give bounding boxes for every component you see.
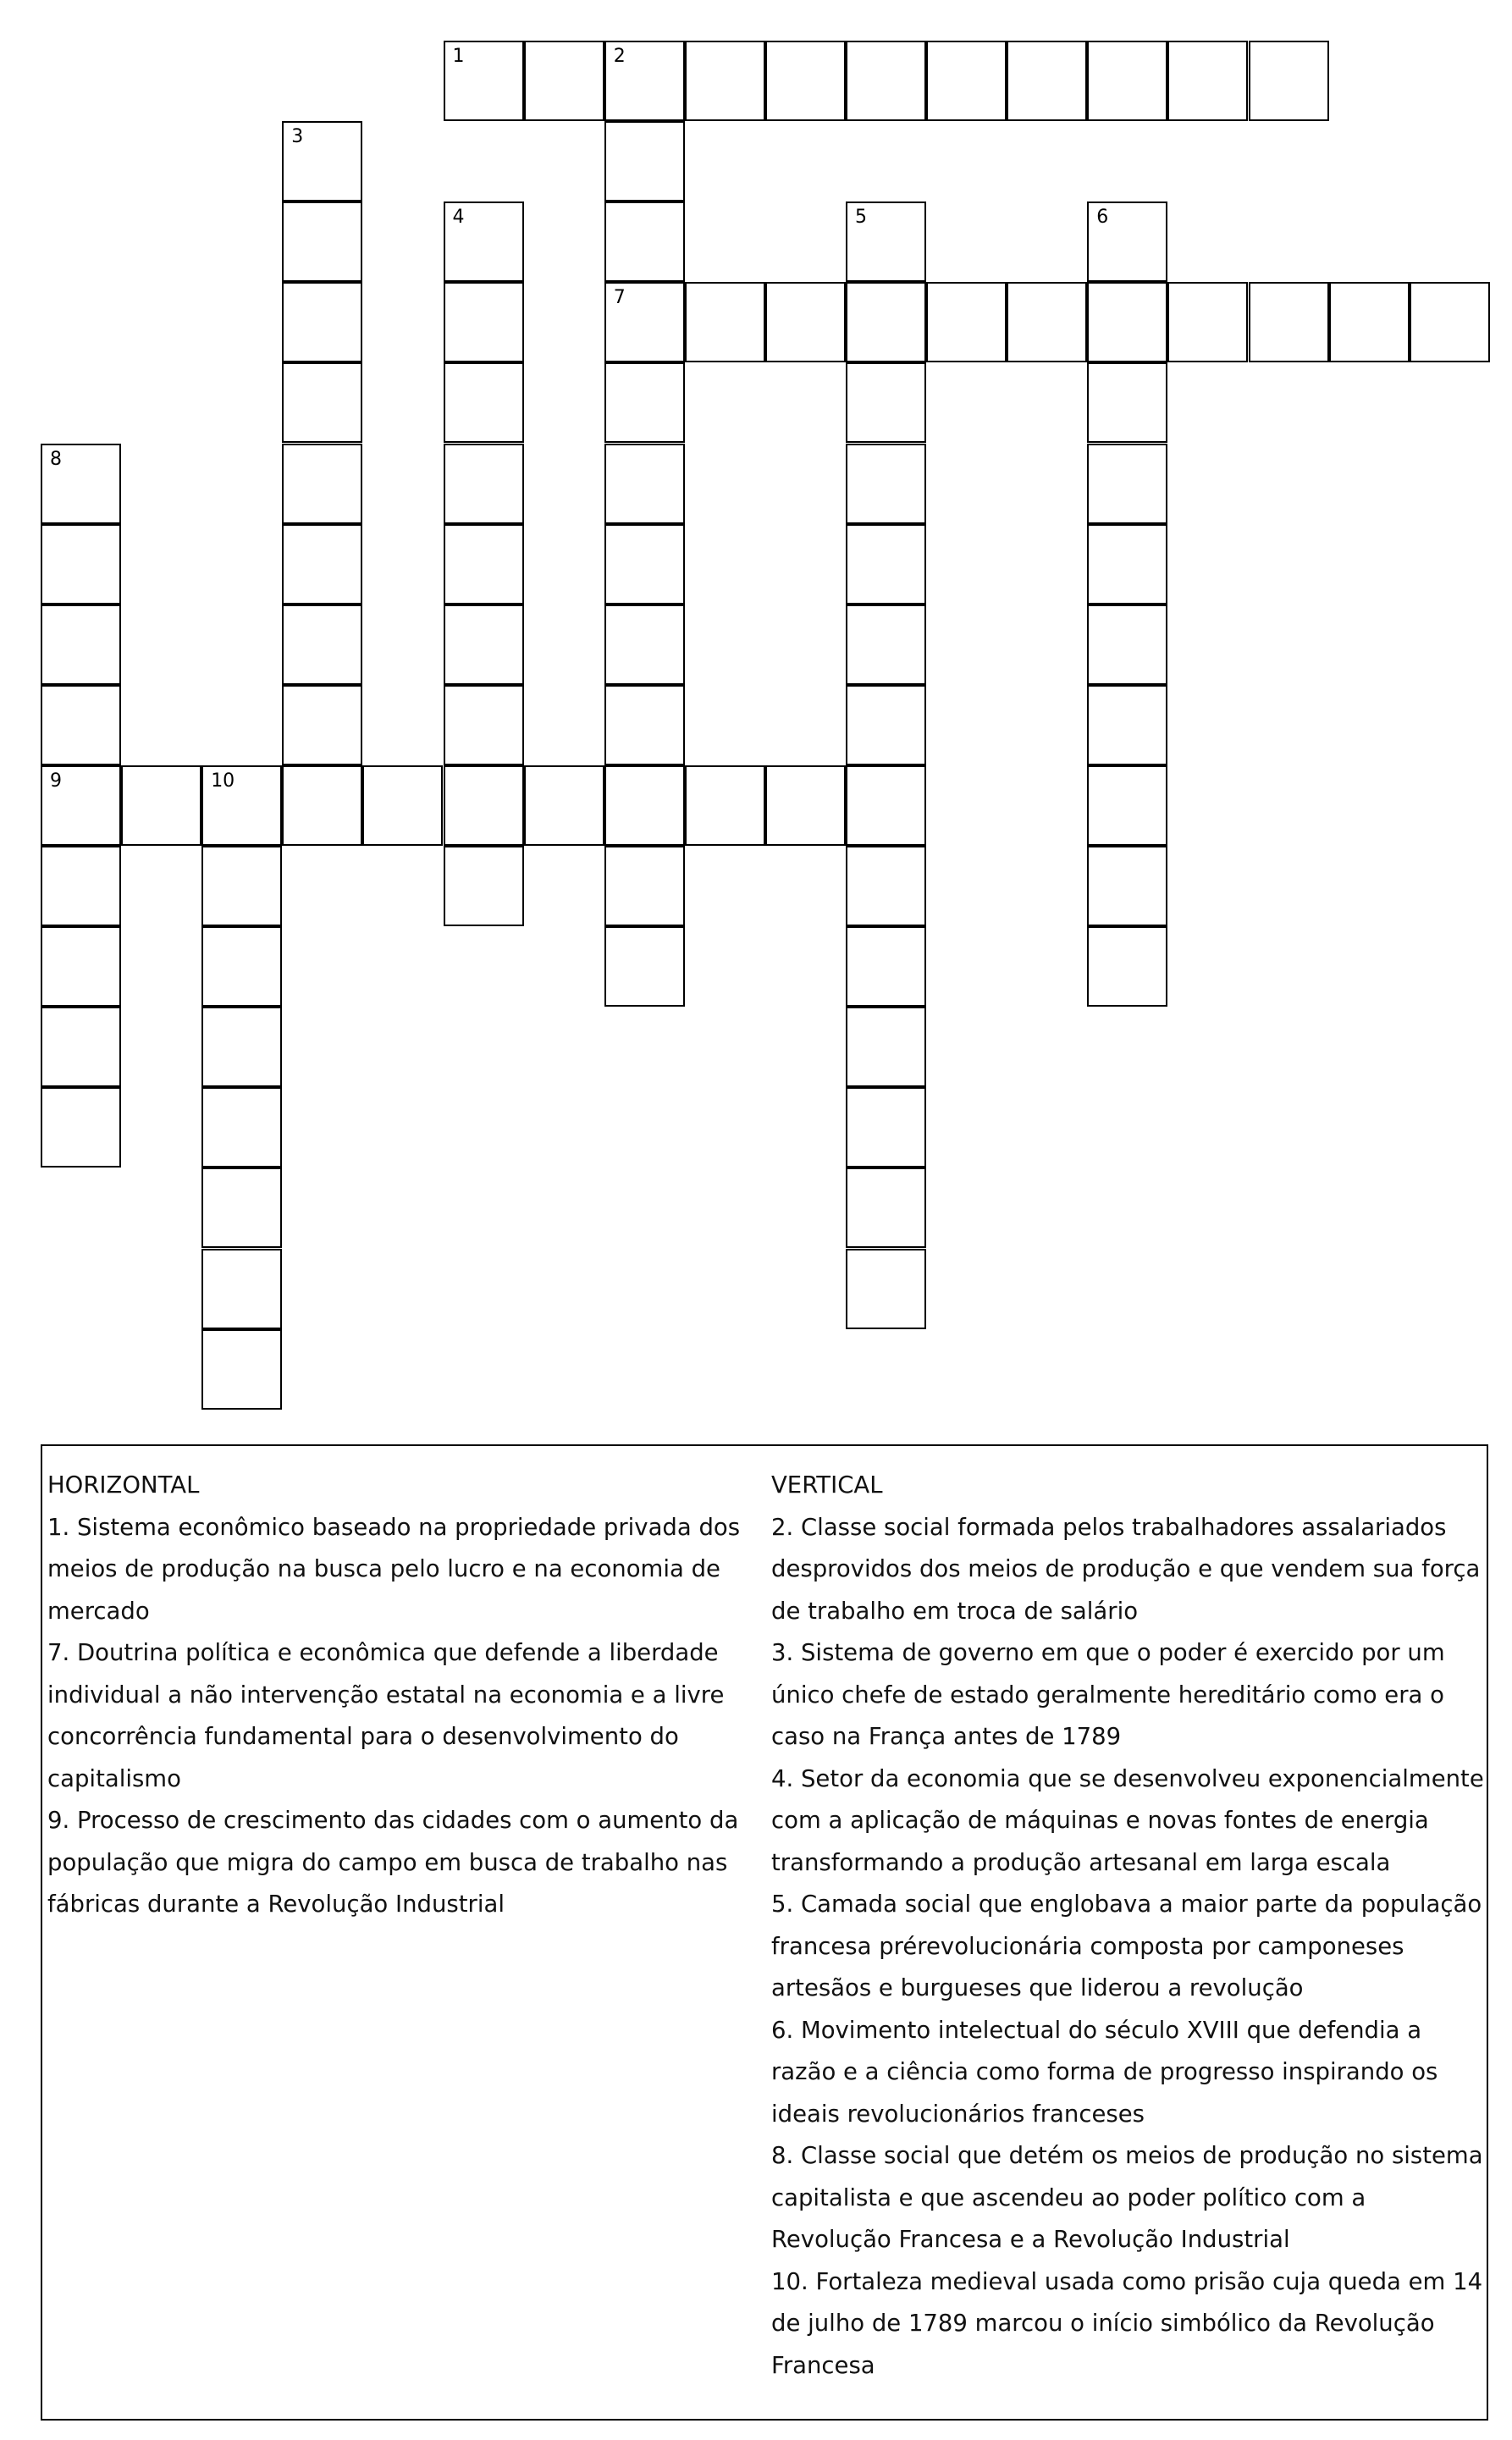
grid-cell[interactable] xyxy=(1249,282,1329,362)
grid-cell[interactable] xyxy=(41,765,121,846)
grid-cell[interactable] xyxy=(846,282,926,362)
grid-cell[interactable] xyxy=(444,685,524,765)
clue-10: 10. Fortaleza medieval usada como prisão cuja queda em 14 de julho de 1789 marcou o início simbólico da Revolução Francesa xyxy=(771,2267,1483,2379)
grid-cell[interactable] xyxy=(926,282,1007,362)
clue-7: 7. Doutrina política e econômica que defende a liberdade individual a não intervenção estatal na economia e a livre concorrência fundamental para o desenvolvimento do capitalismo xyxy=(47,1639,725,1792)
grid-cell[interactable] xyxy=(41,846,121,926)
grid-cell[interactable] xyxy=(1087,41,1167,121)
grid-cell[interactable] xyxy=(604,282,685,362)
grid-cell[interactable] xyxy=(282,201,362,282)
grid-cell[interactable] xyxy=(1087,765,1167,846)
clues-box xyxy=(41,1444,1488,2421)
grid-cell[interactable] xyxy=(604,444,685,524)
grid-cell[interactable] xyxy=(201,1168,282,1248)
grid-cell[interactable] xyxy=(846,1249,926,1329)
grid-cell[interactable] xyxy=(444,282,524,362)
clue-number: 4 xyxy=(452,207,465,229)
grid-cell[interactable] xyxy=(201,1249,282,1329)
grid-cell[interactable] xyxy=(444,604,524,685)
grid-cell[interactable] xyxy=(846,1007,926,1087)
grid-cell[interactable] xyxy=(846,685,926,765)
grid-cell[interactable] xyxy=(1007,282,1087,362)
grid-cell[interactable] xyxy=(282,685,362,765)
grid-cell[interactable] xyxy=(282,524,362,604)
grid-cell[interactable] xyxy=(1249,41,1329,121)
grid-cell[interactable] xyxy=(846,1087,926,1168)
grid-cell[interactable] xyxy=(846,444,926,524)
grid-cell[interactable] xyxy=(1410,282,1490,362)
grid-cell[interactable] xyxy=(604,846,685,926)
grid-cell[interactable] xyxy=(41,524,121,604)
grid-cell[interactable] xyxy=(282,362,362,443)
grid-cell[interactable] xyxy=(846,765,926,846)
grid-cell[interactable] xyxy=(41,926,121,1007)
clue-5: 5. Camada social que englobava a maior parte da população francesa prérevolucionária composta por camponeses artesãos e burgueses que liderou a revolução xyxy=(771,1891,1482,2001)
horizontal-title: HORIZONTAL xyxy=(47,1471,200,1499)
grid-cell[interactable] xyxy=(201,1007,282,1087)
grid-cell[interactable] xyxy=(41,1087,121,1168)
horizontal-clues xyxy=(47,1465,763,1926)
grid-cell[interactable] xyxy=(846,201,926,282)
grid-cell[interactable] xyxy=(604,926,685,1007)
grid-cell[interactable] xyxy=(1087,362,1167,443)
clue-number: 1 xyxy=(452,46,465,67)
grid-cell[interactable] xyxy=(1087,685,1167,765)
grid-cell[interactable] xyxy=(41,444,121,524)
grid-cell[interactable] xyxy=(282,604,362,685)
grid-cell[interactable] xyxy=(604,604,685,685)
clue-9: 9. Processo de crescimento das cidades com o aumento da população que migra do campo em busca de trabalho nas fábricas durante a Revolução Industrial xyxy=(47,1807,739,1918)
grid-cell[interactable] xyxy=(604,362,685,443)
grid-cell[interactable] xyxy=(201,765,282,846)
grid-cell[interactable] xyxy=(604,201,685,282)
grid-cell[interactable] xyxy=(282,282,362,362)
clue-number: 6 xyxy=(1096,207,1109,229)
grid-cell[interactable] xyxy=(1087,444,1167,524)
grid-cell[interactable] xyxy=(1087,282,1167,362)
grid-cell[interactable] xyxy=(1087,846,1167,926)
grid-cell[interactable] xyxy=(444,41,524,121)
grid-cell[interactable] xyxy=(362,765,443,846)
grid-cell[interactable] xyxy=(846,926,926,1007)
grid-cell[interactable] xyxy=(41,1007,121,1087)
clue-number: 2 xyxy=(613,46,626,67)
grid-cell[interactable] xyxy=(604,524,685,604)
grid-cell[interactable] xyxy=(1007,41,1087,121)
clue-3: 3. Sistema de governo em que o poder é exercido por um único chefe de estado geralmente hereditário como era o caso na França antes de 1789 xyxy=(771,1639,1445,1750)
vertical-title: VERTICAL xyxy=(771,1471,883,1499)
grid-cell[interactable] xyxy=(524,41,604,121)
grid-cell[interactable] xyxy=(1087,604,1167,685)
grid-cell[interactable] xyxy=(41,685,121,765)
grid-cell[interactable] xyxy=(282,444,362,524)
clue-number: 7 xyxy=(613,287,626,309)
grid-cell[interactable] xyxy=(604,121,685,201)
grid-cell[interactable] xyxy=(846,846,926,926)
grid-cell[interactable] xyxy=(846,1168,926,1248)
grid-cell[interactable] xyxy=(201,1087,282,1168)
grid-cell[interactable] xyxy=(604,41,685,121)
grid-cell[interactable] xyxy=(1087,524,1167,604)
grid-cell[interactable] xyxy=(926,41,1007,121)
grid-cell[interactable] xyxy=(1087,201,1167,282)
grid-cell[interactable] xyxy=(444,362,524,443)
grid-cell[interactable] xyxy=(1167,282,1248,362)
clue-number: 3 xyxy=(291,126,304,148)
grid-cell[interactable] xyxy=(201,926,282,1007)
clue-4: 4. Setor da economia que se desenvolveu exponencialmente com a aplicação de máquinas e novas fontes de energia transformando a produção artesanal em larga escala xyxy=(771,1764,1484,1876)
clue-number: 9 xyxy=(50,770,62,792)
grid-cell[interactable] xyxy=(444,201,524,282)
grid-cell[interactable] xyxy=(282,765,362,846)
clue-number: 10 xyxy=(211,770,235,792)
clue-number: 5 xyxy=(855,207,867,229)
grid-cell[interactable] xyxy=(604,765,685,846)
clue-8: 8. Classe social que detém os meios de produção no sistema capitalista e que ascendeu ao poder político com a Revolução Francesa e a Revolução Industrial xyxy=(771,2142,1483,2253)
grid-cell[interactable] xyxy=(1329,282,1410,362)
grid-cell[interactable] xyxy=(444,524,524,604)
grid-cell[interactable] xyxy=(41,604,121,685)
grid-cell[interactable] xyxy=(765,282,846,362)
grid-cell[interactable] xyxy=(685,41,765,121)
clue-6: 6. Movimento intelectual do século XVIII que defendia a razão e a ciência como forma de progresso inspirando os ideais revolucionários franceses xyxy=(771,2016,1438,2128)
grid-cell[interactable] xyxy=(846,362,926,443)
grid-cell[interactable] xyxy=(444,765,524,846)
vertical-clues xyxy=(771,1465,1487,2387)
grid-cell[interactable] xyxy=(685,282,765,362)
clue-number: 8 xyxy=(50,448,62,470)
grid-cell[interactable] xyxy=(444,846,524,926)
grid-cell[interactable] xyxy=(524,765,604,846)
grid-cell[interactable] xyxy=(846,524,926,604)
clue-1: 1. Sistema econômico baseado na propriedade privada dos meios de produção na busca pelo lucro e na economia de mercado xyxy=(47,1513,741,1625)
grid-cell[interactable] xyxy=(201,1329,282,1410)
grid-cell[interactable] xyxy=(201,846,282,926)
grid-cell[interactable] xyxy=(685,765,765,846)
grid-cell[interactable] xyxy=(846,41,926,121)
grid-cell[interactable] xyxy=(121,765,201,846)
grid-cell[interactable] xyxy=(444,444,524,524)
grid-cell[interactable] xyxy=(282,121,362,201)
grid-cell[interactable] xyxy=(1087,926,1167,1007)
clue-2: 2. Classe social formada pelos trabalhadores assalariados desprovidos dos meios de produção e que vendem sua força de trabalho em troca de salário xyxy=(771,1513,1481,1625)
grid-cell[interactable] xyxy=(1167,41,1248,121)
grid-cell[interactable] xyxy=(765,765,846,846)
grid-cell[interactable] xyxy=(604,685,685,765)
grid-cell[interactable] xyxy=(846,604,926,685)
grid-cell[interactable] xyxy=(765,41,846,121)
